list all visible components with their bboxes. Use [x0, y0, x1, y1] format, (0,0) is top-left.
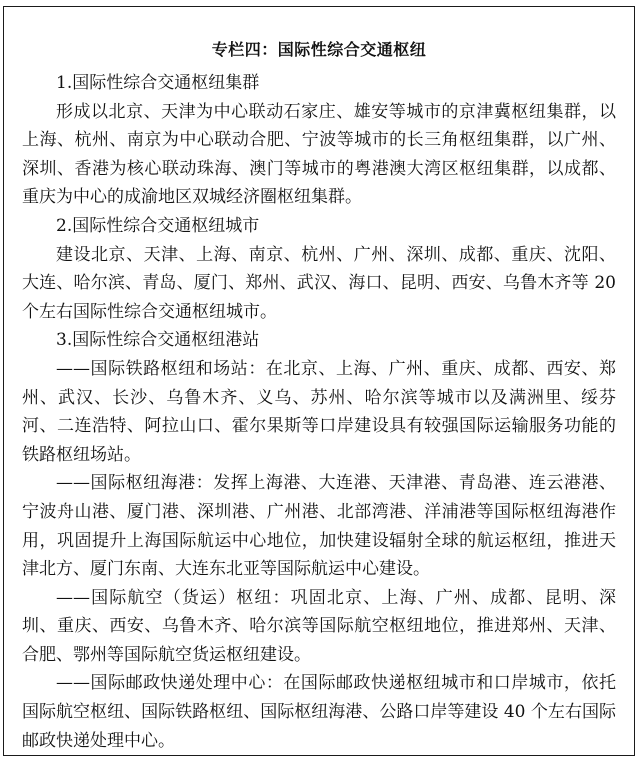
- paragraph-railway-hubs: ——国际铁路枢纽和场站：在北京、上海、广州、重庆、成都、西安、郑州、武汉、长沙、乌鲁木齐、义乌、苏州、哈尔滨等城市以及满洲里、绥芬河、二连浩特、阿拉山口、霍尔果斯等口岸建设具有较强国际运输服务功能的铁路枢纽场站。: [22, 358, 616, 465]
- paragraph-cities: 建设北京、天津、上海、南京、杭州、广州、深圳、成都、重庆、沈阳、大连、哈尔滨、青岛、厦门、郑州、武汉、海口、昆明、西安、乌鲁木齐等 20 个左右国际性综合交通枢纽城市。: [22, 244, 616, 322]
- section-heading-stations: 3.国际性综合交通枢纽港站: [56, 330, 260, 351]
- section-heading-clusters: 1.国际性综合交通枢纽集群: [56, 73, 260, 93]
- column-body: [4, 63, 634, 755]
- column-box: [3, 6, 635, 756]
- paragraph-clusters: 形成以北京、天津为中心联动石家庄、雄安等城市的京津冀枢纽集群，以上海、杭州、南京为中心联动合肥、宁波等城市的长三角枢纽集群，以广州、深圳、香港为核心联动珠海、澳门等城市的粤港澳大湾区枢纽集群，以成都、重庆为中心的成渝地区双城经济圈枢纽集群。: [22, 101, 616, 208]
- column-title: 专栏四：国际性综合交通枢纽: [211, 40, 427, 59]
- paragraph-postal-centers: ——国际邮政快递处理中心：在国际邮政快递枢纽城市和口岸城市，依托国际航空枢纽、国际铁路枢纽、国际枢纽海港、公路口岸等建设 40 个左右国际邮政快递处理中心。: [22, 673, 616, 751]
- paragraph-air-hubs: ——国际航空（货运）枢纽：巩固北京、上海、广州、成都、昆明、深圳、重庆、西安、乌鲁木齐、哈尔滨等国际航空枢纽地位，推进郑州、天津、合肥、鄂州等国际航空货运枢纽建设。: [22, 587, 616, 665]
- paragraph-seaports: ——国际枢纽海港：发挥上海港、大连港、天津港、青岛港、连云港港、宁波舟山港、厦门港、深圳港、广州港、北部湾港、洋浦港等国际枢纽海港作用，巩固提升上海国际航运中心地位，加快建设辐射全球的航运枢纽，推进天津北方、厦门东南、大连东北亚等国际航运中心建设。: [22, 473, 616, 580]
- section-heading-cities: 2.国际性综合交通枢纽城市: [56, 215, 260, 236]
